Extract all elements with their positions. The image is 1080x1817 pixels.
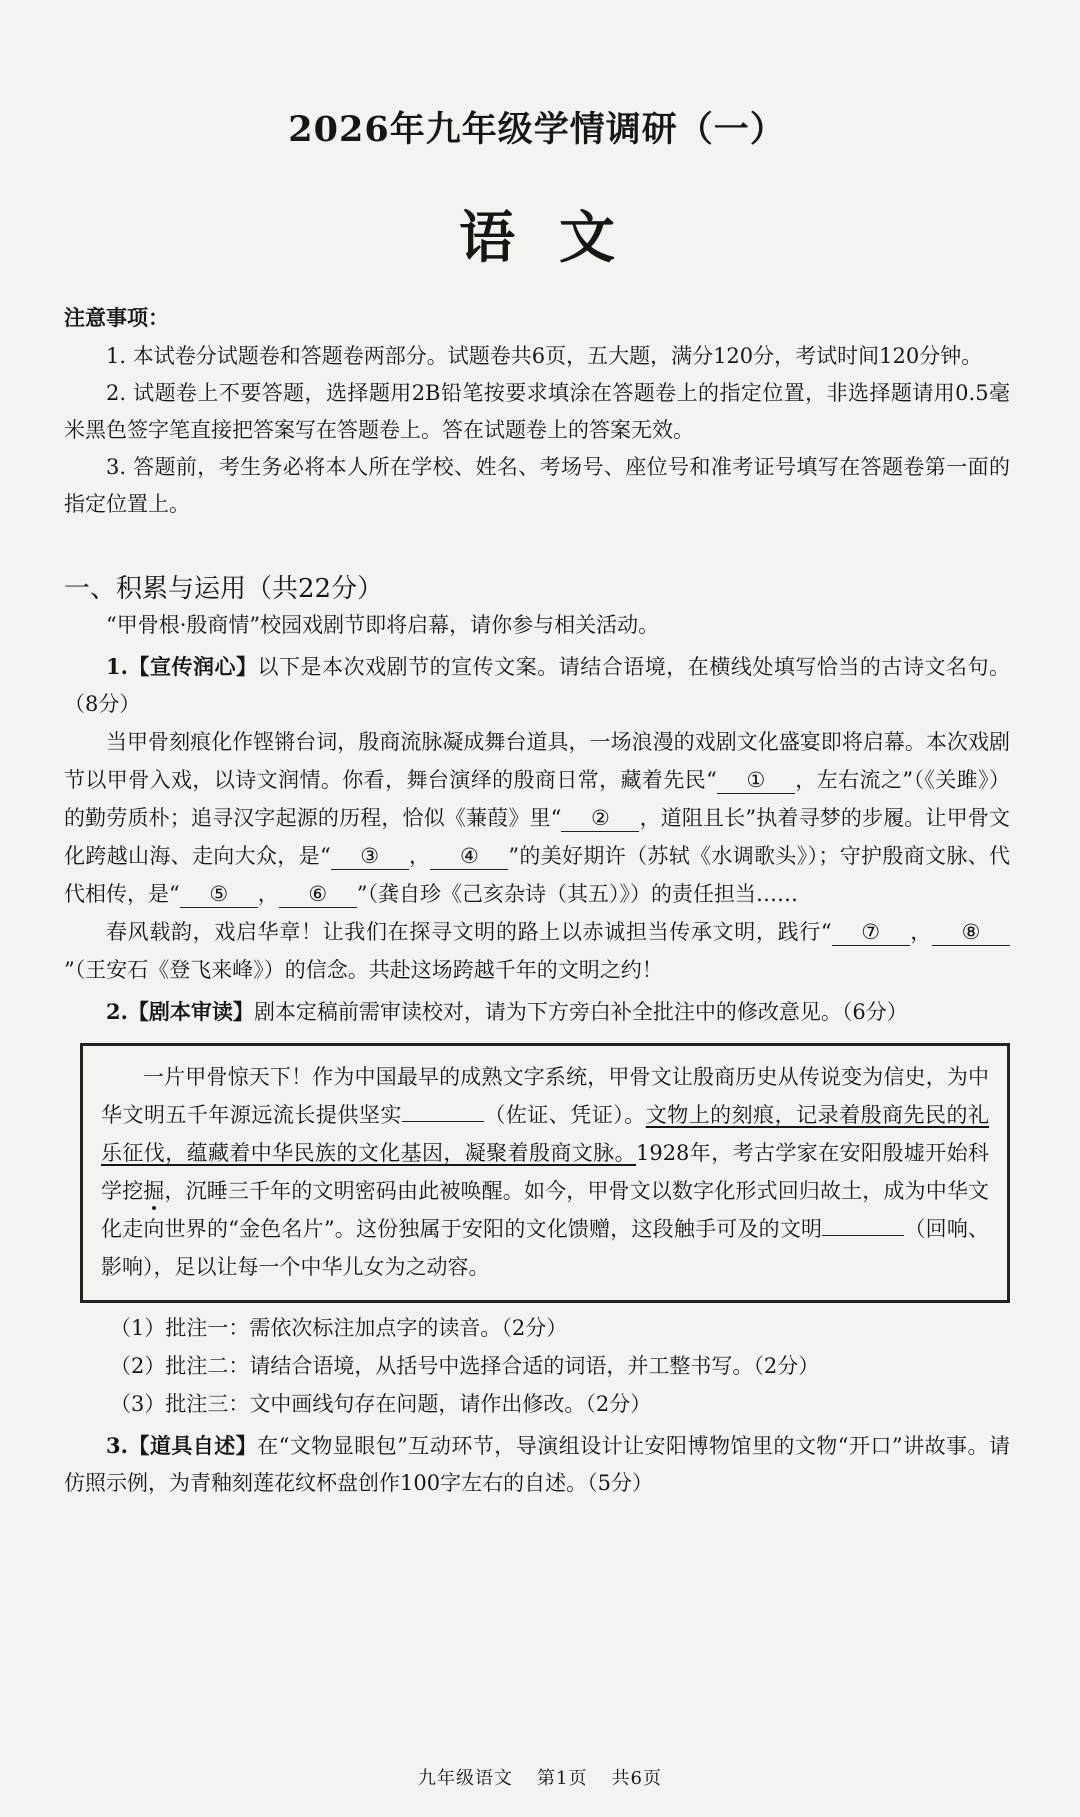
- script-draft-box: [80, 1043, 1010, 1303]
- draft-text: 1928年，考古学家在安阳殷墟开始科学挖: [101, 1141, 989, 1203]
- passage-text: ”（王安石《登飞来峰》）的信念。共赴这场跨越千年的文明之约！: [64, 958, 663, 982]
- footer-total-pages: 共6页: [611, 1768, 662, 1789]
- passage-text: ，: [257, 882, 279, 906]
- script-draft-text: [101, 1058, 989, 1286]
- subject-title: 语文: [459, 205, 659, 271]
- footer-page-number: 第1页: [537, 1768, 588, 1789]
- notice-list: [64, 338, 1010, 523]
- fill-blank-3: ③: [331, 843, 409, 870]
- fill-blank-1: ①: [717, 767, 795, 794]
- question-2-prompt: [64, 993, 1010, 1031]
- question-2-text: 剧本定稿前需审读校对，请为下方旁白补全批注中的修改意见。（6分）: [253, 1000, 908, 1024]
- question-1-text: 以下是本次戏剧节的宣传文案。请结合语境，在横线处填写恰当的古诗文名句。（8分）: [64, 655, 1010, 716]
- annotation-question-1: （1）批注一：需依次标注加点字的读音。（2分）: [110, 1316, 568, 1340]
- promo-paragraph-1: [64, 723, 1010, 913]
- draft-text: 一片甲骨惊天下！作为中国最早的成熟文字系统，甲骨文让殷商历史从传说变为信史，为中华文明五千年源远流长提供坚实: [101, 1065, 989, 1127]
- fill-blank-2: ②: [561, 805, 639, 832]
- question-1-label: 1.【宣传润心】: [106, 654, 258, 679]
- dotted-character: 掘: [143, 1179, 165, 1203]
- exam-page: [0, 102, 1080, 1817]
- fill-blank-8: ⑧: [932, 919, 1010, 946]
- fill-blank-4: ④: [430, 843, 508, 870]
- notice-item: 1. 本试卷分试题卷和答题卷两部分。试题卷共6页，五大题，满分120分，考试时间120分钟。: [106, 344, 983, 368]
- annotation-question-2: （2）批注二：请结合语境，从括号中选择合适的词语，并工整书写。（2分）: [110, 1354, 820, 1378]
- page-footer: [0, 1764, 1080, 1790]
- word-options-1: （佐证、凭证）。: [483, 1103, 646, 1127]
- passage-text: ，: [408, 844, 431, 868]
- question-1: [64, 648, 1010, 989]
- notice-item: 3. 答题前，考生务必将本人所在学校、姓名、考场号、座位号和准考证号填写在答题卷第一面的指定位置上。: [64, 455, 1010, 516]
- footer-subject: 九年级语文: [418, 1768, 514, 1789]
- word-choice-blank-1: [402, 1099, 484, 1122]
- question-3-prompt: [64, 1427, 1010, 1502]
- annotation-questions: [64, 1309, 1010, 1423]
- passage-text: ”（龚自珍《己亥杂诗（其五）》）的责任担当……: [356, 882, 798, 906]
- fill-blank-7: ⑦: [832, 919, 910, 946]
- question-2: [64, 993, 1010, 1423]
- section-title: 一、积累与运用（共22分）: [64, 574, 384, 604]
- notice-title: 注意事项：: [64, 305, 169, 330]
- exam-title: 2026年九年级学情调研（一）: [288, 109, 786, 150]
- fill-blank-6: ⑥: [279, 881, 357, 908]
- word-options-2: （回响、影响），: [101, 1217, 990, 1279]
- fill-blank-5: ⑤: [180, 881, 258, 908]
- notice-item: 2. 试题卷上不要答题，选择题用2B铅笔按要求填涂在答题卷上的指定位置，非选择题请用0.5毫米黑色签字笔直接把答案写在答题卷上。答在试题卷上的答案无效。: [64, 381, 1010, 442]
- question-3-text: 在“文物显眼包”互动环节，导演组设计让安阳博物馆里的文物“开口”讲故事。请仿照示例，为青釉刻莲花纹杯盘创作100字左右的自述。（5分）: [64, 1434, 1010, 1495]
- question-3-label: 3.【道具自述】: [106, 1433, 258, 1458]
- passage-text: ，左右流之”（《关雎》）的勤劳质朴；追寻汉字起源的历程，恰似《蒹葭》里“: [64, 768, 1010, 830]
- draft-text: 足以让每一个中华儿女为之动容。: [174, 1255, 490, 1279]
- question-2-label: 2.【剧本审读】: [106, 999, 254, 1024]
- annotation-question-3: （3）批注三：文中画线句存在问题，请作出修改。（2分）: [110, 1392, 652, 1416]
- promo-paragraph-2: [64, 913, 1010, 989]
- passage-text: ，道阻且长”执着寻梦的步履。让甲骨文化跨越山海、走向大众，是“: [64, 806, 1011, 868]
- question-3: [64, 1427, 1010, 1502]
- draft-text: ，沉睡三千年的文明密码由此被唤醒。如今，甲骨文以数字化形式回归故土，成为中华文化走向世界的“金色名片”。这份独属于安阳的文化馈赠，这段触手可及的文明: [101, 1179, 990, 1241]
- passage-text: 当甲骨刻痕化作铿锵台词，殷商流脉凝成舞台道具，一场浪漫的戏剧文化盛宴即将启幕。本次戏剧节以甲骨入戏，以诗文润情。你看，舞台演绎的殷商日常，藏着先民“: [64, 730, 1010, 792]
- word-choice-blank-2: [822, 1213, 904, 1236]
- passage-text: ”的美好期许（苏轼《水调歌头》）；守护殷商文脉、代代相传，是“: [64, 844, 1010, 906]
- passage-text: ，: [909, 920, 933, 944]
- question-1-prompt: [64, 648, 1010, 723]
- underlined-sentence: 文物上的刻痕，记录着殷商先民的礼乐征伐，蕴藏着中华民族的文化基因，凝聚着殷商文脉。: [101, 1103, 990, 1165]
- passage-text: 春风载韵，戏启华章！让我们在探寻文明的路上以赤诚担当传承文明，践行“: [106, 920, 832, 944]
- section-intro: “甲骨根·殷商情”校园戏剧节即将启幕，请你参与相关活动。: [106, 613, 660, 637]
